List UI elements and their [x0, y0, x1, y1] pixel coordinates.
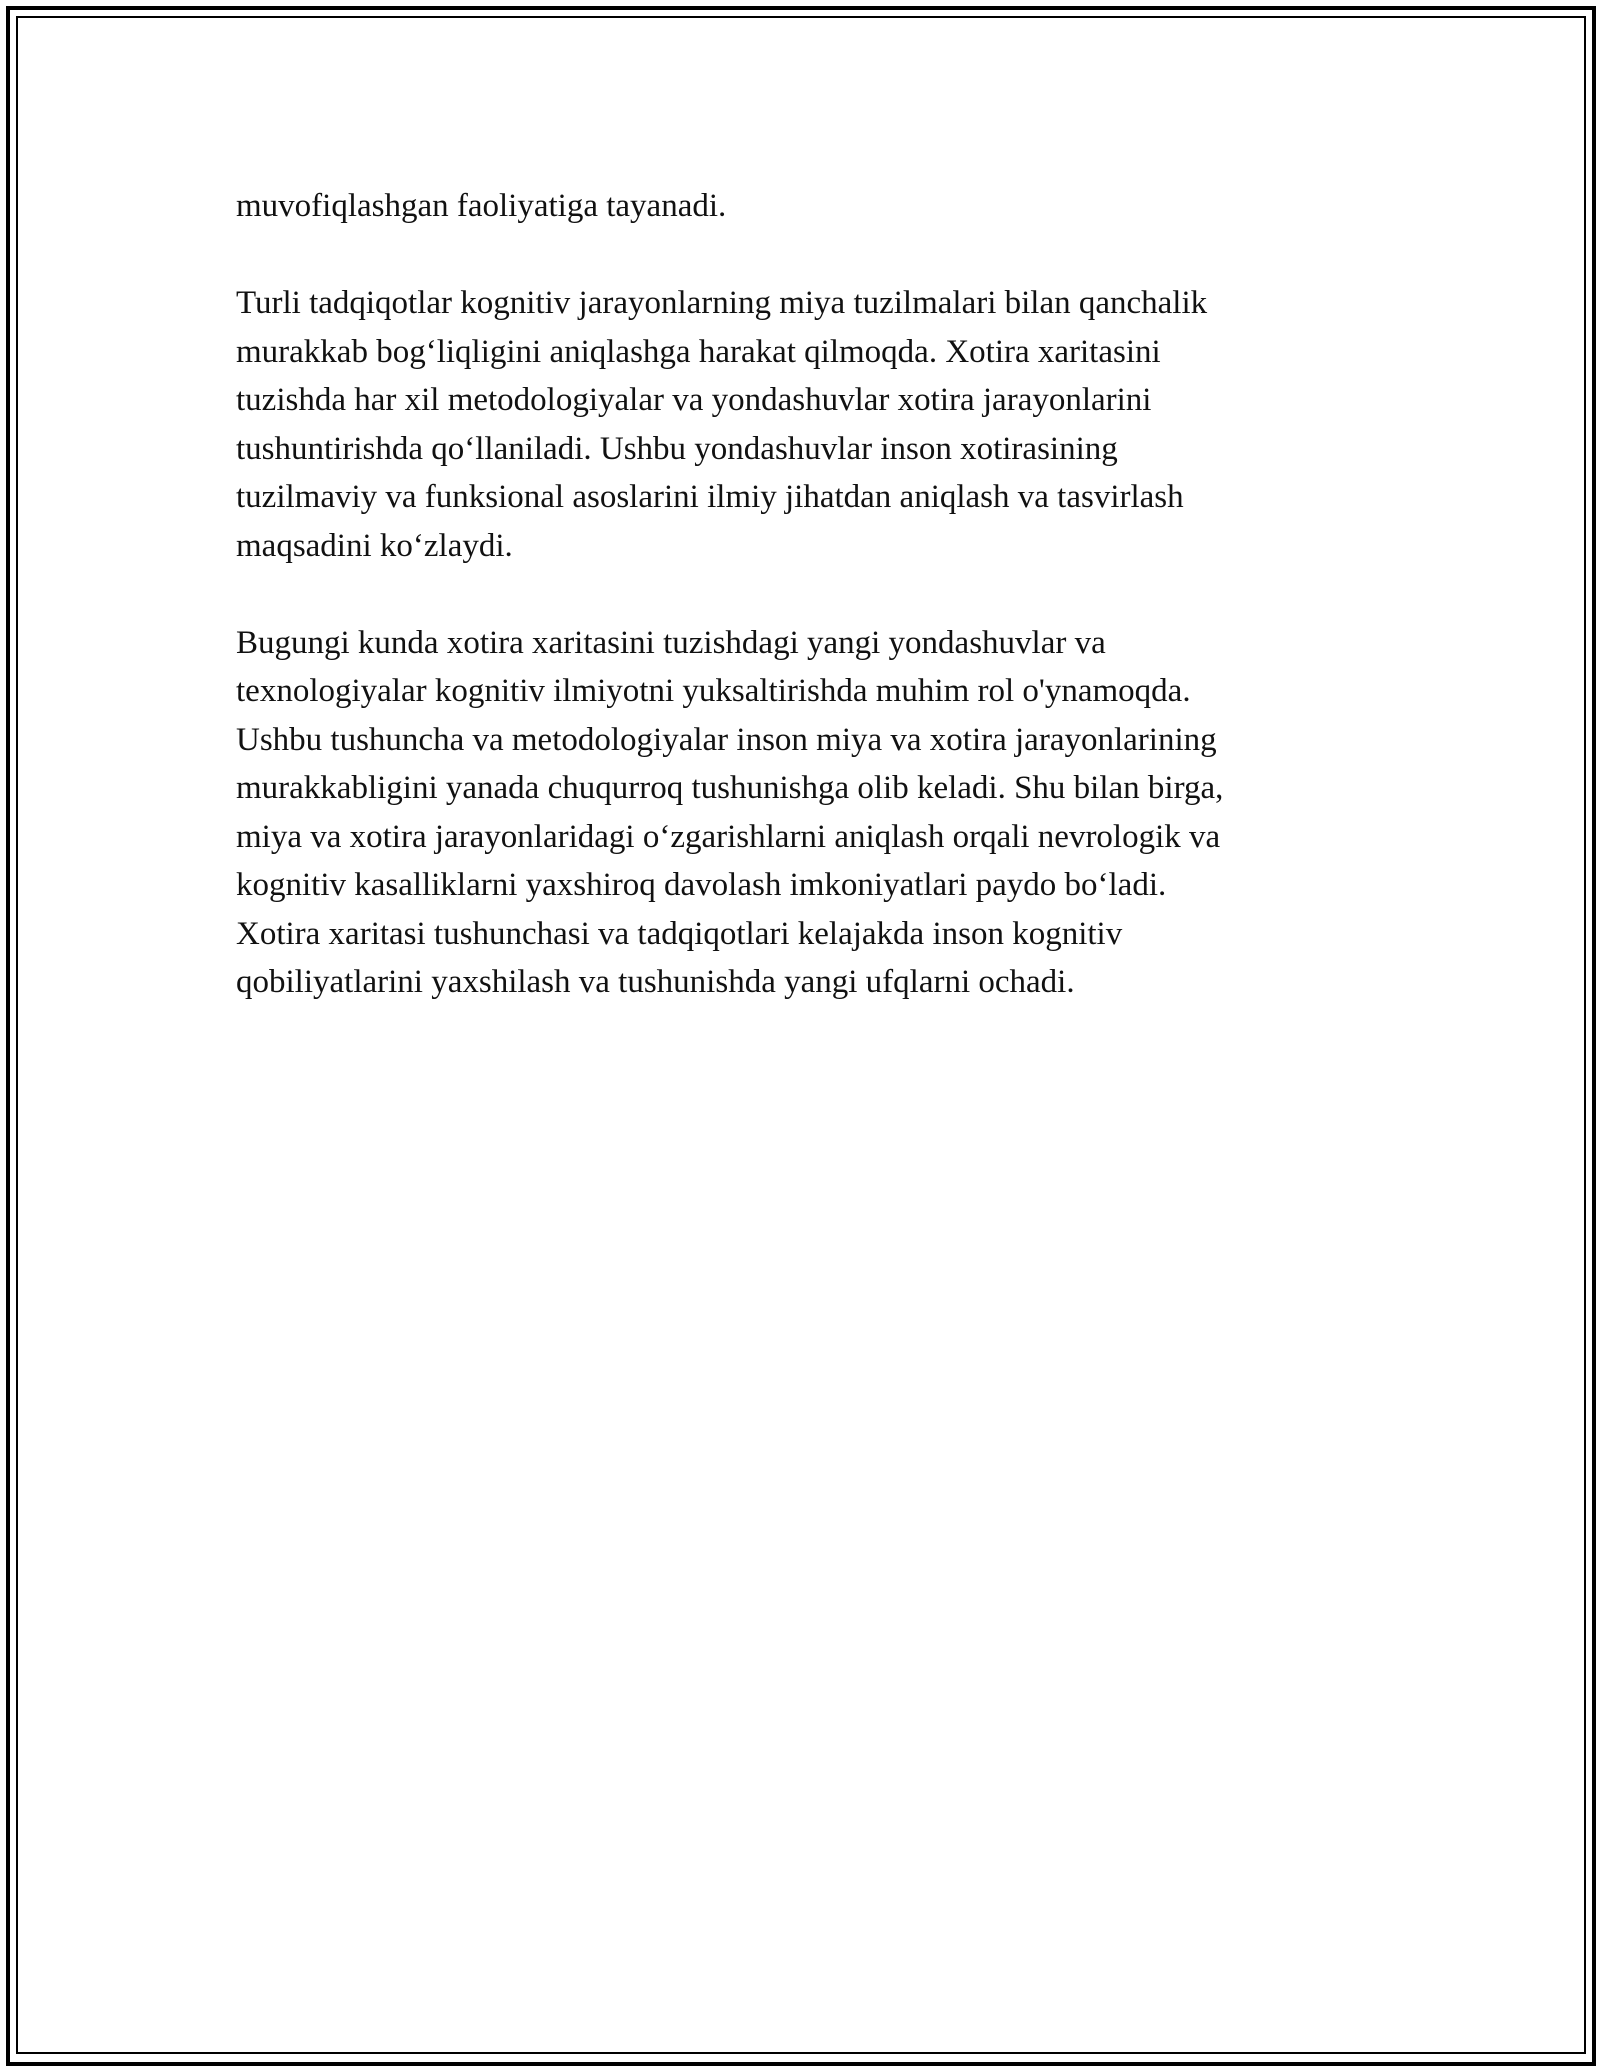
text-line: tushuntirishda qo‘llaniladi. Ushbu yondashuvlar inson xotirasining	[236, 430, 1118, 467]
text-line: kognitiv kasalliklarni yaxshiroq davolash imkoniyatlari paydo bo‘ladi.	[236, 867, 1167, 903]
text-line: miya va xotira jarayonlaridagi o‘zgarishlarni aniqlash orqali nevrologik va	[236, 818, 1221, 855]
paragraph-3	[236, 619, 1386, 1007]
text-line: texnologiyalar kognitiv ilmiyotni yuksaltirishda muhim rol o'ynamoqda.	[236, 673, 1191, 709]
text-line: Turli tadqiqotlar kognitiv jarayonlarning miya tuzilmalari bilan qanchalik	[236, 285, 1208, 321]
text-line: Bugungi kunda xotira xaritasini tuzishdagi yangi yondashuvlar va	[236, 624, 1106, 661]
text-line: Xotira xaritasi tushunchasi va tadqiqotlari kelajakda inson kognitiv	[236, 915, 1123, 952]
text-line: qobiliyatlarini yaxshilash va tushunishda yangi ufqlarni ochadi.	[236, 964, 1075, 1000]
text-line: tuzishda har xil metodologiyalar va yondashuvlar xotira jarayonlarini	[236, 382, 1152, 418]
text-line: murakkab bog‘liqligini aniqlashga harakat qilmoqda. Xotira xaritasini	[236, 333, 1161, 370]
text-line: Ushbu tushuncha va metodologiyalar inson miya va xotira jarayonlarining	[236, 721, 1217, 758]
paragraph-1	[236, 182, 1386, 231]
document-body	[236, 182, 1386, 1055]
paragraph-2	[236, 279, 1386, 570]
text-line: tuzilmaviy va funksional asoslarini ilmiy jihatdan aniqlash va tasvirlash	[236, 479, 1184, 515]
text-line: maqsadini ko‘zlaydi.	[236, 527, 513, 564]
text-line: muvofiqlashgan faoliyatiga tayanadi.	[236, 188, 727, 224]
text-line: murakkabligini yanada chuqurroq tushunishga olib keladi. Shu bilan birga,	[236, 770, 1224, 806]
